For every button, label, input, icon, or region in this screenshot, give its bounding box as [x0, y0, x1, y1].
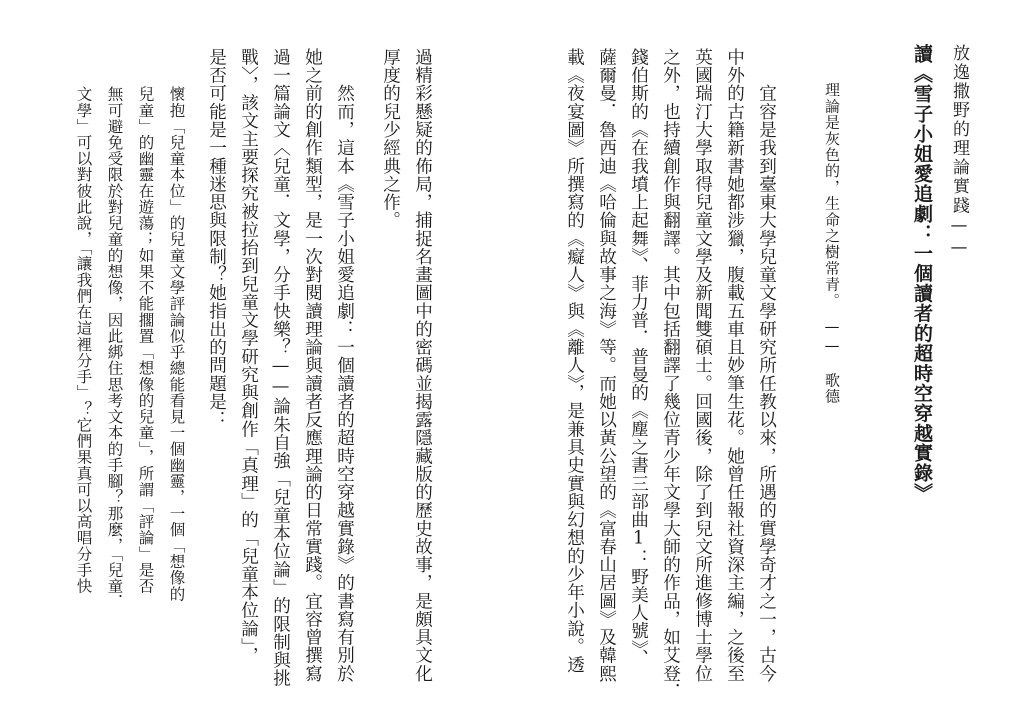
section-header: 放逸撒野的理論實踐—— — [949, 44, 969, 260]
article-title: 讀《雪子小姐愛追劇：一個讀者的超時空穿越實錄》 — [911, 44, 933, 503]
body-column: 錢伯斯的《在我墳上起舞》、菲力普．普曼的《塵之書三部曲1：野美人號》、 — [628, 48, 649, 668]
body-column: 中外的古籍新書她都涉獵，腹載五車且妙筆生花。她曾任報社資深主編，之後至 — [724, 48, 745, 683]
body-column: 是否可能是一種迷思與限制？她指出的問題是： — [206, 48, 227, 429]
body-column: 厚度的兒少經典之作。 — [380, 48, 401, 230]
body-column: 宜容是我到臺東大學兒童文學研究所任教以來，所遇的實學奇才之一，古今 — [756, 48, 777, 683]
body-column: 然而，這本《雪子小姐愛追劇：一個讀者的超時空穿越實錄》的書寫有別於 — [334, 48, 355, 683]
body-column: 之外，也持續創作與翻譯。其中包括翻譯了幾位青少年文學大師的作品，如艾登． — [660, 48, 681, 701]
body-column: 過一篇論文〈兒童．文學，分手快樂？——論朱自強「兒童本位論」的限制與挑 — [270, 48, 291, 688]
quote-column: 懷抱「兒童本位」的兒童文學評論似乎總能看見一個幽靈，一個「想像的 — [167, 86, 186, 602]
body-column: 薩爾曼．魯西迪《哈倫與故事之海》等。而她以黃公望的《富春山居圖》及韓熙 — [596, 48, 617, 683]
quote-column: 文學」可以對彼此說，「讓我們在這裡分手」？它們果真可以高唱分手快 — [74, 86, 93, 595]
epigraph: 理論是灰色的，生命之樹常青。 —— 歌德 — [823, 82, 841, 405]
body-column: 她之前的創作類型，是一次對閱讀理論與讀者反應理論的日常實踐。宜容曾撰寫 — [302, 48, 323, 683]
body-column: 過精彩懸疑的佈局，捕捉名畫圖中的密碼並揭露隱藏版的歷史故事，是頗具文化 — [412, 48, 433, 683]
body-column: 載《夜宴圖》所撰寫的《癡人》與《離人》，是兼具史實與幻想的少年小說。透 — [564, 48, 585, 674]
body-column: 英國瑞汀大學取得兒童文學及新聞雙碩士。回國後，除了到兒文所進修博士學位 — [692, 48, 713, 683]
body-column: 戰〉，該文主要探究被拉抬到兒童文學研究與創作「真理」的「兒童本位論」， — [238, 48, 259, 665]
quote-column: 無可避免受限於對兒童的想像，因此綁住思考文本的手腳？那麼，「兒童． — [105, 86, 124, 611]
quote-column: 兒童」的幽靈在遊蕩；如果不能擱置「想像的兒童」，所謂「評論」是否 — [136, 86, 155, 595]
